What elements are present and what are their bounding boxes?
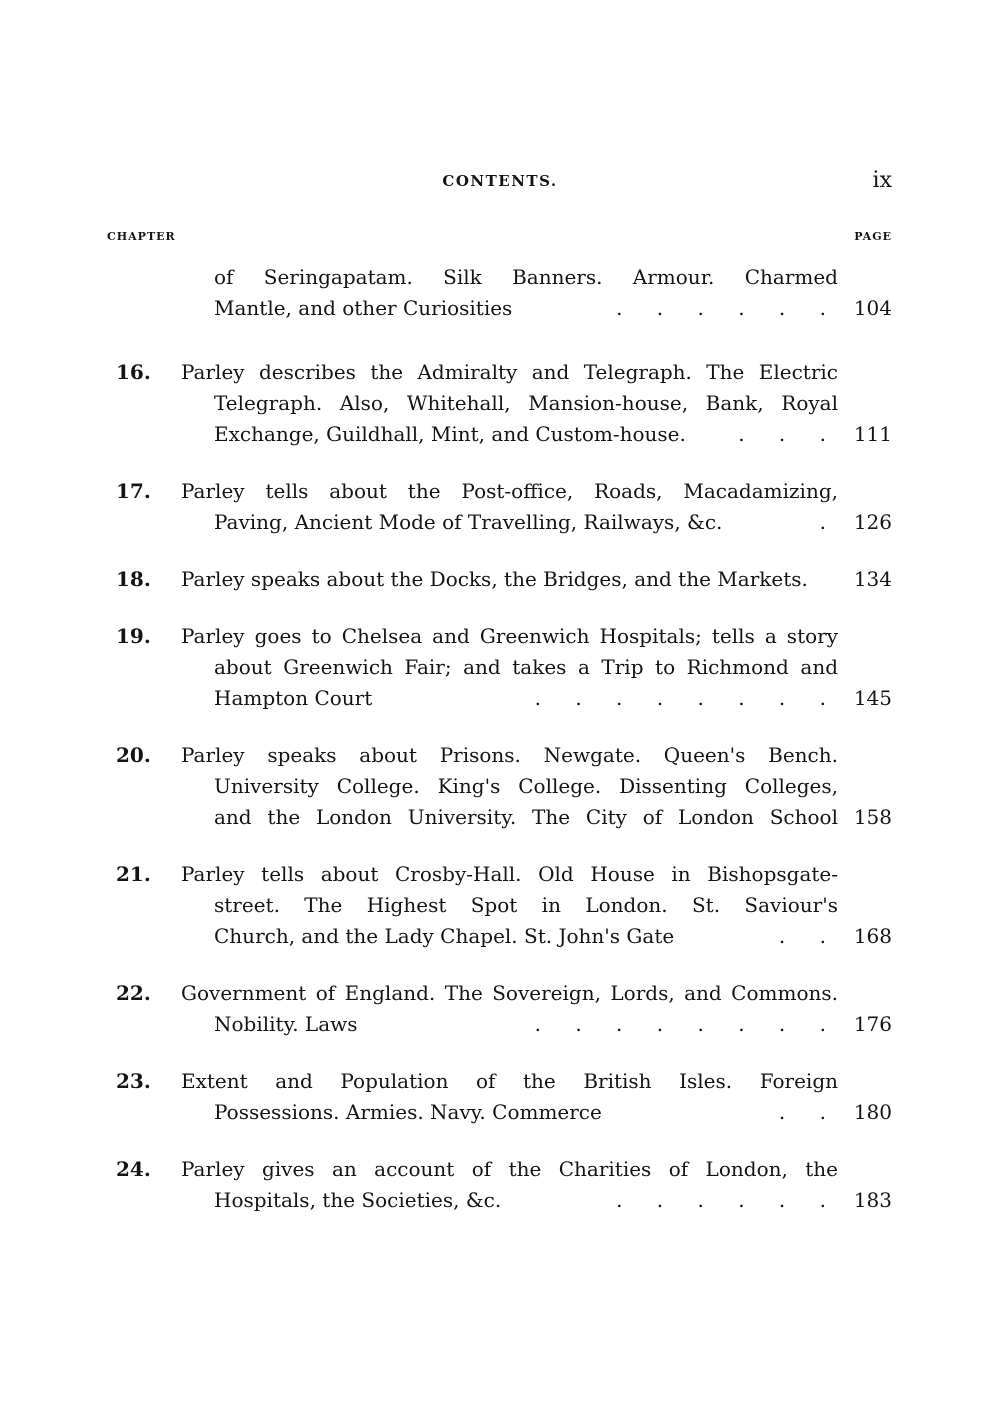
- dot-leader: . . . . . . . .: [534, 1012, 840, 1036]
- page-number: ix: [872, 168, 892, 193]
- entry-text: Possessions. Armies. Navy. Commerce: [214, 1100, 602, 1124]
- entry-text: Government of England. The Sovereign, Lords, and Commons.: [181, 981, 838, 1005]
- chapter-number: 18.: [116, 567, 151, 591]
- entry-text: Paving, Ancient Mode of Travelling, Railways, &c.: [214, 510, 723, 534]
- entry-text: Extent and Population of the British Isles. Foreign: [181, 1069, 838, 1093]
- running-head: [0, 168, 1000, 196]
- chapter-number: 21.: [116, 862, 151, 886]
- entry-text: and the London University. The City of London School: [214, 805, 838, 829]
- entry-line: [0, 1066, 1000, 1097]
- entry-line: [0, 1185, 1000, 1216]
- entry-line: [0, 564, 1000, 595]
- entry-line: [0, 802, 1000, 833]
- entry-line: [0, 683, 1000, 714]
- toc-entry: [0, 262, 1000, 324]
- entry-text: Parley gives an account of the Charities of London, the: [181, 1157, 838, 1181]
- entry-page-number: 145: [853, 686, 892, 710]
- entry-text: Exchange, Guildhall, Mint, and Custom-house.: [214, 422, 686, 446]
- entry-page-number: 134: [853, 567, 892, 591]
- entry-text: Hampton Court: [214, 686, 373, 710]
- entry-text: about Greenwich Fair; and takes a Trip to Richmond and: [214, 655, 838, 679]
- entry-page-number: 158: [853, 805, 892, 829]
- dot-leader: . . . . . . . .: [534, 686, 840, 710]
- column-labels: [0, 230, 1000, 248]
- dot-leader: . . .: [738, 422, 840, 446]
- entry-page-number: 168: [853, 924, 892, 948]
- entry-line: [0, 388, 1000, 419]
- table-of-contents: [0, 262, 1000, 1242]
- entry-line: [0, 476, 1000, 507]
- chapter-number: 24.: [116, 1157, 151, 1181]
- running-title: CONTENTS.: [442, 172, 558, 190]
- toc-entry: [0, 621, 1000, 714]
- entry-line: [0, 890, 1000, 921]
- entry-line: [0, 978, 1000, 1009]
- chapter-number: 17.: [116, 479, 151, 503]
- entry-line: [0, 262, 1000, 293]
- entry-line: [0, 1097, 1000, 1128]
- entry-text: Mantle, and other Curiosities: [214, 296, 513, 320]
- toc-entry: [0, 564, 1000, 595]
- page-column-label: PAGE: [854, 230, 892, 243]
- chapter-number: 23.: [116, 1069, 151, 1093]
- entry-page-number: 180: [853, 1100, 892, 1124]
- entry-text: Church, and the Lady Chapel. St. John's Gate: [214, 924, 675, 948]
- chapter-number: 19.: [116, 624, 151, 648]
- entry-line: [0, 621, 1000, 652]
- toc-entry: [0, 978, 1000, 1040]
- entry-text: Telegraph. Also, Whitehall, Mansion-house, Bank, Royal: [214, 391, 838, 415]
- entry-line: [0, 740, 1000, 771]
- entry-page-number: 183: [853, 1188, 892, 1212]
- dot-leader: .: [819, 510, 840, 534]
- entry-page-number: 126: [853, 510, 892, 534]
- entry-line: [0, 771, 1000, 802]
- entry-line: [0, 357, 1000, 388]
- toc-entry: [0, 1154, 1000, 1216]
- entry-text: Parley tells about the Post-office, Roads, Macadamizing,: [181, 479, 838, 503]
- dot-leader: . . . . . .: [616, 296, 840, 320]
- toc-entry: [0, 357, 1000, 450]
- toc-entry: [0, 1066, 1000, 1128]
- entry-line: [0, 419, 1000, 450]
- dot-leader: . .: [778, 1100, 840, 1124]
- dot-leader: . .: [778, 924, 840, 948]
- toc-entry: [0, 859, 1000, 952]
- entry-page-number: 111: [853, 422, 892, 446]
- chapter-number: 16.: [116, 360, 151, 384]
- entry-line: [0, 293, 1000, 324]
- entry-text: Parley speaks about the Docks, the Bridges, and the Markets.: [181, 567, 808, 591]
- entry-text: University College. King's College. Dissenting Colleges,: [214, 774, 838, 798]
- toc-entry: [0, 476, 1000, 538]
- entry-text: of Seringapatam. Silk Banners. Armour. Charmed: [214, 265, 838, 289]
- entry-line: [0, 1154, 1000, 1185]
- entry-line: [0, 652, 1000, 683]
- entry-line: [0, 859, 1000, 890]
- chapter-column-label: CHAPTER: [107, 230, 176, 243]
- dot-leader: . . . . . .: [616, 1188, 840, 1212]
- entry-line: [0, 1009, 1000, 1040]
- entry-text: Parley describes the Admiralty and Telegraph. The Electric: [181, 360, 838, 384]
- entry-line: [0, 507, 1000, 538]
- chapter-number: 22.: [116, 981, 151, 1005]
- entry-text: Parley tells about Crosby-Hall. Old House in Bishopsgate-: [181, 862, 838, 886]
- entry-text: Parley goes to Chelsea and Greenwich Hospitals; tells a story: [181, 624, 838, 648]
- entry-text: street. The Highest Spot in London. St. Saviour's: [214, 893, 838, 917]
- entry-page-number: 104: [853, 296, 892, 320]
- entry-page-number: 176: [853, 1012, 892, 1036]
- toc-entry: [0, 740, 1000, 833]
- chapter-number: 20.: [116, 743, 151, 767]
- entry-line: [0, 921, 1000, 952]
- entry-text: Nobility. Laws: [214, 1012, 358, 1036]
- entry-text: Hospitals, the Societies, &c.: [214, 1188, 502, 1212]
- entry-text: Parley speaks about Prisons. Newgate. Queen's Bench.: [181, 743, 838, 767]
